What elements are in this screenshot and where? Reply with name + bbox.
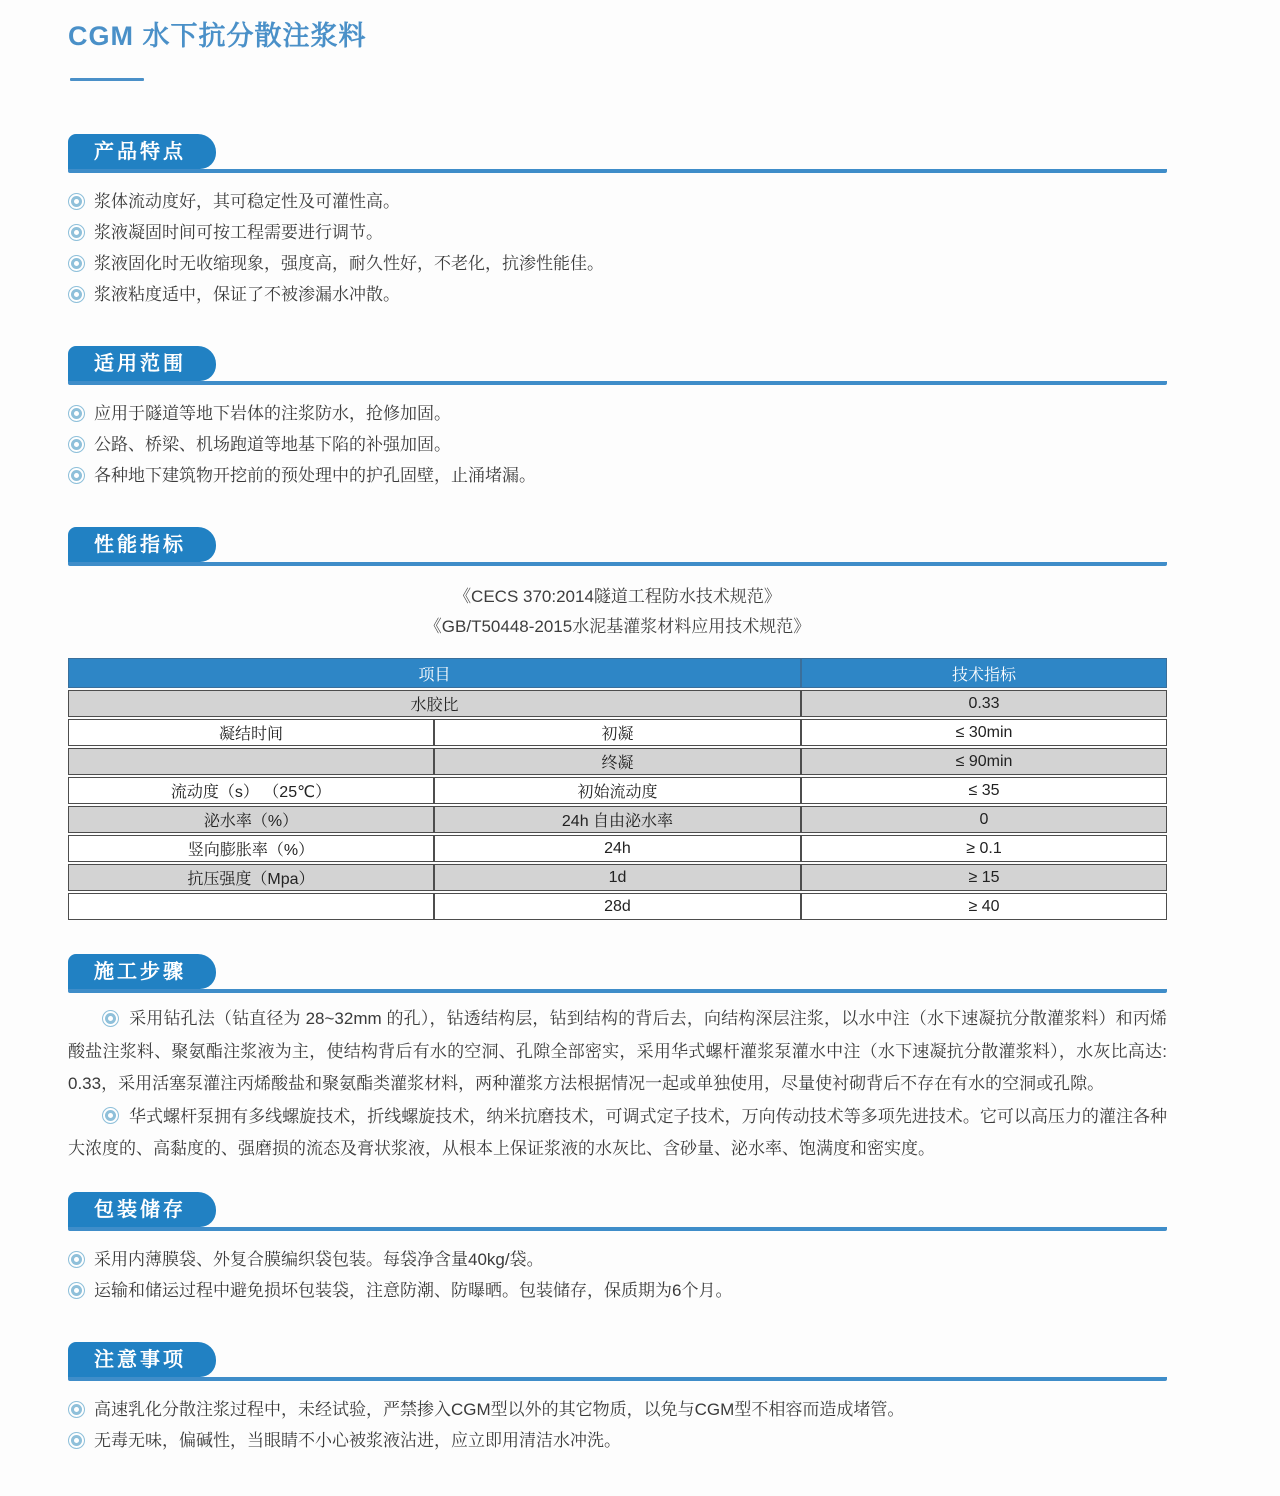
table-cell [68, 748, 434, 775]
table-cell: 24h [434, 835, 801, 862]
construction-badge: 施工步骤 [68, 954, 216, 989]
standard-reference: 《CECS 370:2014隧道工程防水技术规范》 [454, 587, 781, 606]
section-performance [68, 527, 1167, 922]
table-header-row [68, 658, 1167, 688]
table-row [68, 835, 1167, 862]
document-header [68, 14, 1167, 81]
table-cell: ≤ 30min [801, 719, 1167, 746]
performance-badge: 性能指标 [68, 527, 216, 562]
list-item-text: 采用内薄膜袋、外复合膜编织袋包装。每袋净含量40kg/袋。 [94, 1249, 544, 1269]
construction-header [68, 954, 1167, 993]
table-cell: 0.33 [801, 690, 1167, 717]
performance-header [68, 527, 1167, 566]
list-item-text: 公路、桥梁、机场跑道等地基下陷的补强加固。 [94, 435, 451, 454]
table-cell: 竖向膨胀率（%） [68, 835, 434, 862]
table-row [68, 864, 1167, 891]
section-precautions [68, 1342, 1167, 1456]
table-header-cell: 技术指标 [801, 658, 1167, 688]
precautions-badge: 注意事项 [68, 1342, 216, 1377]
precautions-list [68, 1394, 1167, 1456]
paragraph [68, 1003, 1167, 1101]
table-cell: 凝结时间 [68, 719, 434, 746]
paragraph [68, 1101, 1167, 1166]
list-item-text: 浆液粘度适中，保证了不被渗漏水冲散。 [94, 285, 400, 304]
table-cell: 终凝 [434, 748, 801, 775]
table-cell: 1d [434, 864, 801, 891]
table-cell: 28d [434, 893, 801, 920]
scope-badge: 适用范围 [68, 346, 216, 381]
list-item [68, 217, 1167, 248]
list-item [68, 1425, 1167, 1456]
table-cell: 流动度（s） （25℃） [68, 777, 434, 804]
table-cell [68, 893, 434, 920]
table-cell: 泌水率（%） [68, 806, 434, 833]
section-features [68, 134, 1167, 310]
section-construction [68, 954, 1167, 1166]
list-item [68, 1244, 1167, 1275]
table-cell: ≤ 90min [801, 748, 1167, 775]
table-row [68, 748, 1167, 775]
table-row [68, 777, 1167, 804]
ring-bullet-icon [68, 193, 85, 210]
page-title: CGM 水下抗分散注浆料 [68, 21, 367, 51]
table-cell: ≥ 40 [801, 893, 1167, 920]
table-cell: 水胶比 [68, 690, 801, 717]
ring-bullet-icon [68, 255, 85, 272]
title-underline [70, 78, 144, 81]
standards-references [68, 582, 1167, 642]
table-cell: 抗压强度（Mpa） [68, 864, 434, 891]
ring-bullet-icon [68, 1282, 85, 1299]
list-item [68, 429, 1167, 460]
paragraph-text: 华式螺杆泵拥有多线螺旋技术，折线螺旋技术，纳米抗磨技术，可调式定子技术，万向传动技术等多项先进技术。它可以高压力的灌注各种大浓度的、高黏度的、强磨损的流态及膏状浆液，从根本上保证浆液的水灰比、含砂量、泌水率、饱满度和密实度。 [68, 1106, 1167, 1158]
table-cell: 0 [801, 806, 1167, 833]
ring-bullet-icon [68, 467, 85, 484]
ring-bullet-icon [68, 1432, 85, 1449]
ring-bullet-icon [68, 286, 85, 303]
section-packaging [68, 1192, 1167, 1306]
ring-bullet-icon [68, 224, 85, 241]
table-cell: 24h 自由泌水率 [434, 806, 801, 833]
list-item-text: 浆体流动度好，其可稳定性及可灌性高。 [94, 192, 400, 211]
table-cell: ≥ 15 [801, 864, 1167, 891]
table-row [68, 719, 1167, 746]
ring-bullet-icon [68, 1251, 85, 1268]
list-item [68, 248, 1167, 279]
packaging-list [68, 1244, 1167, 1306]
ring-bullet-icon [102, 1107, 119, 1124]
packaging-badge: 包装储存 [68, 1192, 216, 1227]
list-item-text: 高速乳化分散注浆过程中，未经试验，严禁掺入CGM型以外的其它物质，以免与CGM型不相容而造成堵管。 [94, 1399, 905, 1419]
list-item-text: 运输和储运过程中避免损坏包装袋，注意防潮、防曝晒。包装储存，保质期为6个月。 [94, 1280, 733, 1300]
list-item-text: 浆液凝固时间可按工程需要进行调节。 [94, 223, 383, 242]
features-list [68, 186, 1167, 310]
list-item [68, 460, 1167, 491]
ring-bullet-icon [68, 1401, 85, 1418]
list-item [68, 186, 1167, 217]
table-row [68, 893, 1167, 920]
ring-bullet-icon [102, 1010, 119, 1027]
list-item-text: 各种地下建筑物开挖前的预处理中的护孔固壁，止涌堵漏。 [94, 466, 536, 485]
list-item [68, 279, 1167, 310]
table-header-cell: 项目 [68, 658, 801, 688]
precautions-header [68, 1342, 1167, 1381]
standard-reference: 《GB/T50448-2015水泥基灌浆材料应用技术规范》 [424, 617, 811, 636]
list-item-text: 浆液固化时无收缩现象，强度高，耐久性好，不老化，抗渗性能佳。 [94, 254, 604, 273]
table-cell: ≤ 35 [801, 777, 1167, 804]
table-row [68, 806, 1167, 833]
ring-bullet-icon [68, 436, 85, 453]
performance-table [68, 656, 1167, 922]
features-header [68, 134, 1167, 173]
list-item-text: 无毒无味，偏碱性，当眼睛不小心被浆液沾进，应立即用清洁水冲洗。 [94, 1430, 621, 1450]
table-cell: 初凝 [434, 719, 801, 746]
scope-header [68, 346, 1167, 385]
scope-list [68, 398, 1167, 491]
list-item [68, 398, 1167, 429]
list-item-text: 应用于隧道等地下岩体的注浆防水，抢修加固。 [94, 404, 451, 423]
features-badge: 产品特点 [68, 134, 216, 169]
section-scope [68, 346, 1167, 491]
construction-paragraphs [68, 1003, 1167, 1166]
packaging-header [68, 1192, 1167, 1231]
paragraph-text: 采用钻孔法（钻直径为 28~32mm 的孔），钻透结构层，钻到结构的背后去，向结构深层注浆，以水中注（水下速凝抗分散灌浆料）和丙烯酸盐注浆料、聚氨酯注浆液为主，使结构背后有水的空洞、孔隙全部密实，采用华式螺杆灌浆泵灌水中注（水下速凝抗分散灌浆料），水灰比高达: 0.33，采用活塞泵灌注丙烯酸盐和聚氨酯类灌浆材料，两种灌浆方法根据情况一起或单独使用，尽量使衬砌背后不存在有水的空洞或孔隙。 [68, 1009, 1167, 1093]
list-item [68, 1275, 1167, 1306]
list-item [68, 1394, 1167, 1425]
ring-bullet-icon [68, 405, 85, 422]
table-row [68, 690, 1167, 717]
table-cell: 初始流动度 [434, 777, 801, 804]
table-cell: ≥ 0.1 [801, 835, 1167, 862]
